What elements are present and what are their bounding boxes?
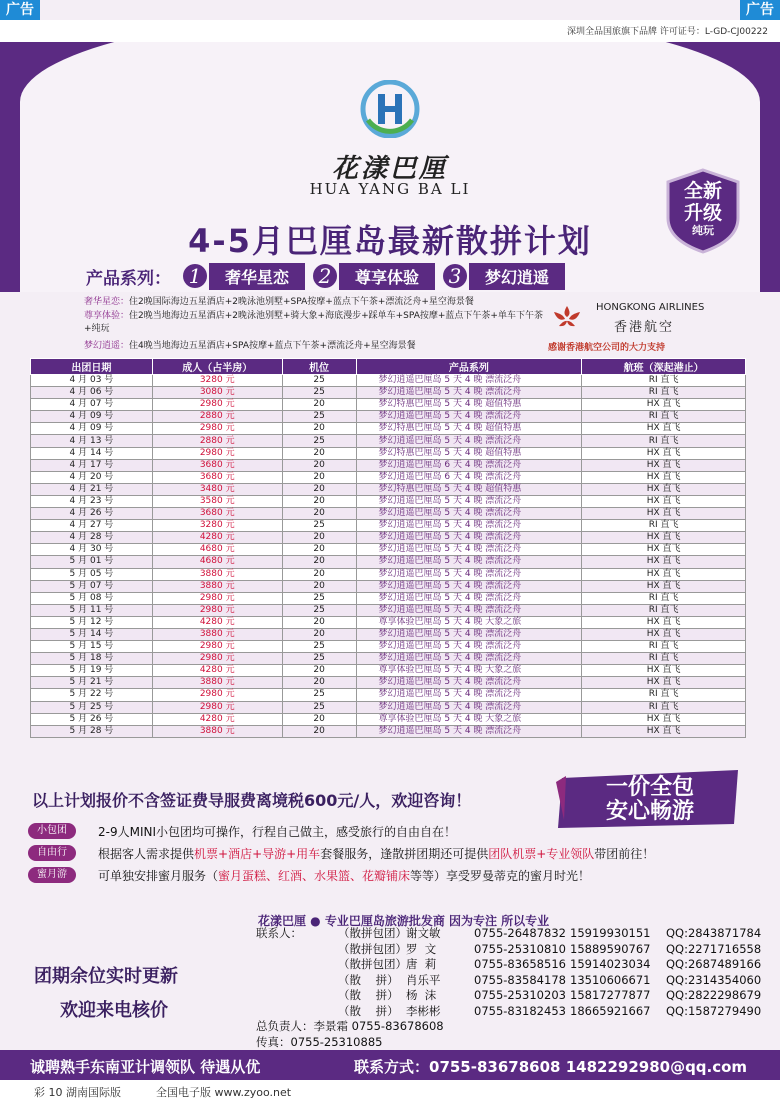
table-cell-date: 5 月 01 号 — [31, 556, 153, 568]
table-cell-flight: RI 直飞 — [582, 375, 746, 387]
table-cell-date: 5 月 19 号 — [31, 665, 153, 677]
table-cell-seats: 25 — [282, 411, 356, 423]
table-cell-prod: 梦幻逍遥巴厘岛 5 天 4 晚 漂流泛舟 — [356, 435, 582, 447]
contact-field: 肖乐平 — [406, 972, 441, 987]
table-row — [31, 713, 746, 725]
table-cell-flight: HX 直飞 — [582, 459, 746, 471]
table-row — [31, 447, 746, 459]
table-cell-prod: 梦幻逍遥巴厘岛 5 天 4 晚 漂流泛舟 — [356, 387, 582, 399]
contact-field — [256, 957, 338, 973]
footer-site: 全国电子版 www.zyoo.net — [156, 1086, 292, 1099]
table-cell-seats: 25 — [282, 653, 356, 665]
table-cell-date: 4 月 28 号 — [31, 532, 153, 544]
table-cell-flight: HX 直飞 — [582, 628, 746, 640]
contact-rows — [256, 926, 761, 1019]
table-cell-prod: 梦幻逍遥巴厘岛 5 天 4 晚 漂流泛舟 — [356, 725, 582, 737]
table-cell-seats: 25 — [282, 641, 356, 653]
contact-summary: 联系方式：0755-83678608 1482292980@qq.com — [354, 1058, 748, 1076]
contact-field: （散拼包团） — [338, 957, 407, 971]
table-cell-prod: 梦幻逍遥巴厘岛 5 天 4 晚 漂流泛舟 — [356, 411, 582, 423]
schedule-body — [31, 375, 746, 738]
table-cell-seats: 25 — [282, 592, 356, 604]
table-cell-flight: HX 直飞 — [582, 447, 746, 459]
table-row — [31, 399, 746, 411]
table-cell-flight: RI 直飞 — [582, 689, 746, 701]
table-row — [31, 483, 746, 495]
table-cell-seats: 20 — [282, 483, 356, 495]
desc-text: 住4晚当地海边五星酒店+SPA按摩+蓝点下午茶+漂流泛舟+星空海景餐 — [129, 341, 416, 351]
table-cell-seats: 20 — [282, 568, 356, 580]
table-cell-date: 4 月 23 号 — [31, 495, 153, 507]
series-number: 1 — [183, 264, 207, 288]
table-row — [31, 520, 746, 532]
contact-field: QQ:2843871784 — [666, 926, 762, 940]
contact-field — [256, 988, 338, 1004]
contact-row — [256, 957, 761, 973]
table-cell-seats: 20 — [282, 713, 356, 725]
series-label: 产品系列： — [86, 268, 171, 289]
table-cell-prod: 梦幻逍遥巴厘岛 5 天 4 晚 漂流泛舟 — [356, 653, 582, 665]
table-cell-date: 5 月 08 号 — [31, 592, 153, 604]
contact-field: 0755-25310203 — [474, 988, 566, 1002]
feature-tag: 自由行 — [28, 845, 76, 861]
feature-text: 根据客人需求提供 — [98, 846, 195, 861]
table-cell-seats: 25 — [282, 689, 356, 701]
table-cell-prod: 梦幻逍遥巴厘岛 5 天 4 晚 漂流泛舟 — [356, 689, 582, 701]
table-cell-price: 4280 元 — [152, 616, 282, 628]
license-text: 深圳全品国旅旗下品牌 许可证号：L-GD-CJ00222 — [566, 27, 768, 37]
recruit-text: 诚聘熟手东南亚计调领队 待遇从优 — [30, 1058, 261, 1076]
table-row — [31, 641, 746, 653]
contact-row — [256, 973, 761, 989]
table-cell-price: 3680 元 — [152, 508, 282, 520]
table-cell-date: 5 月 25 号 — [31, 701, 153, 713]
contact-field: （散 拼） — [338, 972, 399, 987]
badge-line1: 全新 — [683, 180, 722, 202]
table-cell-price: 2980 元 — [152, 641, 282, 653]
table-row — [31, 592, 746, 604]
table-cell-date: 5 月 05 号 — [31, 568, 153, 580]
table-cell-seats: 25 — [282, 604, 356, 616]
contact-field: QQ:2687489166 — [666, 957, 762, 971]
series-number: 3 — [443, 264, 467, 288]
col-header-product: 产品系列 — [356, 359, 582, 375]
feature-highlight: 蜜月蛋糕、红酒、水果篮、花瓣铺床 — [218, 868, 411, 883]
feature-free-travel — [28, 844, 654, 862]
schedule-table — [30, 358, 746, 738]
table-row — [31, 665, 746, 677]
table-cell-prod: 尊享体验巴厘岛 5 天 4 晚 大象之旅 — [356, 713, 582, 725]
table-cell-price: 3880 元 — [152, 725, 282, 737]
contact-field: （散拼包团） — [338, 926, 407, 940]
table-cell-price: 3880 元 — [152, 568, 282, 580]
promo-line1: 一价全包 — [605, 775, 694, 800]
table-cell-seats: 20 — [282, 677, 356, 689]
table-cell-seats: 20 — [282, 665, 356, 677]
table-cell-date: 4 月 21 号 — [31, 483, 153, 495]
ad-label-left: 广告 — [0, 0, 40, 20]
table-cell-price: 2980 元 — [152, 423, 282, 435]
table-cell-seats: 20 — [282, 616, 356, 628]
page-footer — [0, 1080, 780, 1100]
table-cell-flight: HX 直飞 — [582, 495, 746, 507]
table-cell-flight: RI 直飞 — [582, 653, 746, 665]
table-cell-prod: 梦幻逍遥巴厘岛 5 天 4 晚 漂流泛舟 — [356, 677, 582, 689]
table-cell-prod: 梦幻逍遥巴厘岛 5 天 4 晚 漂流泛舟 — [356, 495, 582, 507]
table-cell-date: 4 月 03 号 — [31, 375, 153, 387]
table-cell-prod: 梦幻逍遥巴厘岛 6 天 4 晚 漂流泛舟 — [356, 459, 582, 471]
table-cell-date: 4 月 13 号 — [31, 435, 153, 447]
contact-field: 联系人： — [256, 926, 302, 940]
table-cell-date: 5 月 15 号 — [31, 641, 153, 653]
feature-text: 等等）享受罗曼蒂克的蜜月时光！ — [410, 868, 591, 883]
table-cell-date: 4 月 07 号 — [31, 399, 153, 411]
table-cell-seats: 20 — [282, 459, 356, 471]
table-cell-prod: 梦幻逍遥巴厘岛 5 天 4 晚 漂流泛舟 — [356, 628, 582, 640]
contact-field: 18665921667 — [570, 1003, 651, 1018]
table-cell-flight: RI 直飞 — [582, 411, 746, 423]
table-cell-price: 4280 元 — [152, 713, 282, 725]
table-cell-seats: 20 — [282, 556, 356, 568]
table-cell-prod: 尊享体验巴厘岛 5 天 4 晚 大象之旅 — [356, 616, 582, 628]
feature-text: 可单独安排蜜月服务（ — [98, 868, 219, 883]
table-cell-prod: 梦幻逍遥巴厘岛 5 天 4 晚 漂流泛舟 — [356, 556, 582, 568]
table-cell-seats: 20 — [282, 725, 356, 737]
desc-key: 奢华星恋： — [84, 297, 130, 307]
series-name: 梦幻逍遥 — [469, 263, 565, 290]
table-cell-prod: 梦幻逍遥巴厘岛 5 天 4 晚 漂流泛舟 — [356, 508, 582, 520]
desc-key: 梦幻逍遥： — [84, 341, 130, 351]
brand-name-cn: 花漾巴厘 — [331, 154, 448, 184]
feature-text: 套餐服务，逢散拼团期还可提供 — [320, 846, 489, 861]
contact-manager: 总负责人：李景霜 0755-83678608 — [256, 1019, 444, 1033]
table-row — [31, 568, 746, 580]
table-cell-date: 4 月 26 号 — [31, 508, 153, 520]
table-row — [31, 689, 746, 701]
table-cell-date: 5 月 12 号 — [31, 616, 153, 628]
contact-field: 13510606671 — [570, 972, 651, 987]
table-row — [31, 411, 746, 423]
table-cell-date: 4 月 14 号 — [31, 447, 153, 459]
table-cell-prod: 梦幻逍遥巴厘岛 5 天 4 晚 漂流泛舟 — [356, 375, 582, 387]
feature-highlight: 机票+酒店+导游+用车 — [194, 846, 321, 861]
contact-field: （散 拼） — [338, 1003, 399, 1018]
table-row — [31, 508, 746, 520]
table-cell-prod: 梦幻逍遥巴厘岛 5 天 4 晚 漂流泛舟 — [356, 592, 582, 604]
airline-thanks: 感谢香港航空公司的大力支持 — [548, 343, 666, 353]
table-cell-flight: RI 直飞 — [582, 701, 746, 713]
table-row — [31, 580, 746, 592]
desc-key: 尊享体验： — [84, 311, 130, 321]
ad-label-right: 广告 — [740, 0, 780, 20]
table-cell-seats: 25 — [282, 375, 356, 387]
table-cell-flight: HX 直飞 — [582, 508, 746, 520]
table-cell-flight: HX 直飞 — [582, 532, 746, 544]
desc-text: 住2晚当地海边五星酒店+2晚泳池别墅+骑大象+海底漫步+踩单车+SPA按摩+蓝点下午茶+单车下午茶+纯玩 — [84, 311, 543, 334]
table-cell-price: 2980 元 — [152, 592, 282, 604]
table-cell-price: 3880 元 — [152, 628, 282, 640]
contact-row — [256, 926, 761, 942]
table-cell-date: 4 月 09 号 — [31, 423, 153, 435]
contact-heading: 花漾巴厘 ● 专业巴厘岛旅游批发商 因为专注 所以专业 — [258, 914, 550, 928]
table-cell-seats: 20 — [282, 495, 356, 507]
airline-logo-icon — [548, 304, 586, 330]
table-cell-flight: HX 直飞 — [582, 677, 746, 689]
table-cell-flight: HX 直飞 — [582, 580, 746, 592]
table-cell-price: 2880 元 — [152, 411, 282, 423]
bottom-bar — [0, 1050, 780, 1080]
table-cell-flight: HX 直飞 — [582, 556, 746, 568]
table-cell-seats: 20 — [282, 423, 356, 435]
table-header-row — [31, 359, 746, 375]
table-cell-prod: 梦幻特惠巴厘岛 5 天 4 晚 超值特惠 — [356, 399, 582, 411]
table-cell-price: 4280 元 — [152, 532, 282, 544]
contact-field: （散 拼） — [338, 988, 399, 1002]
table-cell-prod: 梦幻逍遥巴厘岛 5 天 4 晚 漂流泛舟 — [356, 701, 582, 713]
table-row — [31, 701, 746, 713]
contact-fax: 传真：0755-25310885 — [256, 1034, 383, 1049]
table-cell-prod: 梦幻逍遥巴厘岛 5 天 4 晚 漂流泛舟 — [356, 568, 582, 580]
feature-highlight: 团队机票+专业领队 — [488, 846, 595, 861]
promo-text — [556, 776, 744, 824]
contact-list — [256, 926, 761, 1066]
series-name: 奢华星恋 — [209, 263, 305, 290]
table-row — [31, 653, 746, 665]
feature-small-group — [28, 822, 456, 840]
feature-tag: 小包团 — [28, 823, 76, 839]
table-cell-date: 4 月 30 号 — [31, 544, 153, 556]
table-cell-flight: HX 直飞 — [582, 665, 746, 677]
slogan-line: 团期余位实时更新 — [34, 966, 178, 987]
table-cell-prod: 梦幻逍遥巴厘岛 5 天 4 晚 漂流泛舟 — [356, 532, 582, 544]
table-cell-seats: 20 — [282, 447, 356, 459]
table-cell-date: 5 月 18 号 — [31, 653, 153, 665]
contact-field: 15919930151 — [570, 926, 651, 940]
table-row — [31, 677, 746, 689]
table-cell-flight: RI 直飞 — [582, 435, 746, 447]
table-cell-seats: 20 — [282, 532, 356, 544]
table-row — [31, 604, 746, 616]
table-cell-price: 3680 元 — [152, 459, 282, 471]
table-cell-date: 4 月 27 号 — [31, 520, 153, 532]
contact-field — [256, 942, 338, 958]
table-cell-price: 4280 元 — [152, 665, 282, 677]
table-cell-flight: HX 直飞 — [582, 616, 746, 628]
table-row — [31, 471, 746, 483]
table-cell-date: 4 月 09 号 — [31, 411, 153, 423]
series-description — [84, 310, 544, 336]
col-header-flight: 航班（深起港止） — [582, 359, 746, 375]
table-cell-flight: HX 直飞 — [582, 471, 746, 483]
table-cell-seats: 25 — [282, 520, 356, 532]
table-cell-price: 2980 元 — [152, 447, 282, 459]
table-cell-prod: 梦幻逍遥巴厘岛 6 天 4 晚 漂流泛舟 — [356, 471, 582, 483]
table-cell-flight: HX 直飞 — [582, 544, 746, 556]
contact-field: 0755-83658516 — [474, 957, 566, 971]
table-cell-prod: 梦幻特惠巴厘岛 5 天 4 晚 超值特惠 — [356, 447, 582, 459]
table-row — [31, 387, 746, 399]
col-header-price: 成人（占半房） — [152, 359, 282, 375]
contact-field: 0755-26487832 — [474, 926, 566, 940]
contact-field: （散拼包团） — [338, 941, 407, 956]
table-cell-prod: 尊享体验巴厘岛 5 天 4 晚 大象之旅 — [356, 665, 582, 677]
table-cell-date: 4 月 17 号 — [31, 459, 153, 471]
contact-field: QQ:2271716558 — [666, 941, 762, 956]
table-cell-price: 2980 元 — [152, 653, 282, 665]
series-number: 2 — [313, 264, 337, 288]
table-cell-flight: HX 直飞 — [582, 399, 746, 411]
table-cell-date: 5 月 14 号 — [31, 628, 153, 640]
table-cell-price: 2880 元 — [152, 435, 282, 447]
slogan-line: 欢迎来电核价 — [60, 1000, 168, 1021]
contact-field: 杨 沫 — [406, 988, 437, 1002]
table-cell-seats: 25 — [282, 701, 356, 713]
table-cell-date: 4 月 06 号 — [31, 387, 153, 399]
table-cell-flight: RI 直飞 — [582, 520, 746, 532]
contact-field: 0755-83182453 — [474, 1003, 566, 1018]
table-cell-price: 3280 元 — [152, 520, 282, 532]
table-cell-date: 5 月 07 号 — [31, 580, 153, 592]
table-cell-seats: 20 — [282, 399, 356, 411]
contact-row — [256, 1004, 761, 1020]
table-cell-seats: 20 — [282, 471, 356, 483]
contact-row — [256, 942, 761, 958]
table-row — [31, 495, 746, 507]
airline-name-cn: 香港航空 — [614, 320, 675, 335]
series-name: 尊享体验 — [339, 263, 435, 290]
feature-text: 带团前往！ — [594, 846, 655, 861]
table-cell-date: 5 月 26 号 — [31, 713, 153, 725]
table-cell-date: 5 月 21 号 — [31, 677, 153, 689]
contact-row — [256, 988, 761, 1004]
table-cell-seats: 20 — [282, 580, 356, 592]
table-cell-date: 5 月 28 号 — [31, 725, 153, 737]
contact-field: 唐 莉 — [406, 957, 437, 971]
table-cell-price: 3280 元 — [152, 375, 282, 387]
contact-field: 15817277877 — [570, 988, 651, 1002]
table-cell-price: 4680 元 — [152, 556, 282, 568]
table-cell-price: 2980 元 — [152, 701, 282, 713]
table-cell-prod: 梦幻逍遥巴厘岛 5 天 4 晚 漂流泛舟 — [356, 580, 582, 592]
contact-field: 罗 文 — [406, 941, 437, 956]
contact-field — [256, 1004, 338, 1020]
table-row — [31, 616, 746, 628]
contact-field: 15889590767 — [570, 941, 651, 956]
desc-text: 住2晚国际海边五星酒店+2晚泳池别墅+SPA按摩+蓝点下午茶+漂流泛舟+星空海景餐 — [129, 297, 474, 307]
table-cell-prod: 梦幻逍遥巴厘岛 5 天 4 晚 漂流泛舟 — [356, 604, 582, 616]
table-cell-prod: 梦幻特惠巴厘岛 5 天 4 晚 超值特惠 — [356, 483, 582, 495]
page-title: 4-5月巴厘岛最新散拼计划 — [188, 222, 592, 260]
footer-page: 彩 10 湖南国际版 — [34, 1086, 121, 1099]
table-cell-price: 3080 元 — [152, 387, 282, 399]
table-cell-prod: 梦幻逍遥巴厘岛 5 天 4 晚 漂流泛舟 — [356, 520, 582, 532]
table-cell-price: 3680 元 — [152, 471, 282, 483]
airline-name-en: HONGKONG AIRLINES — [596, 302, 705, 313]
table-cell-date: 5 月 11 号 — [31, 604, 153, 616]
table-cell-price: 2980 元 — [152, 689, 282, 701]
table-cell-seats: 25 — [282, 435, 356, 447]
price-notice: 以上计划报价不含签证费导服费离境税600元/人，欢迎咨询！ — [32, 791, 472, 810]
table-cell-flight: HX 直飞 — [582, 423, 746, 435]
table-cell-price: 2980 元 — [152, 604, 282, 616]
feature-honeymoon — [28, 866, 590, 884]
table-row — [31, 556, 746, 568]
table-cell-seats: 20 — [282, 508, 356, 520]
promo-line2: 安心畅游 — [605, 799, 694, 824]
contact-field: QQ:2314354060 — [666, 972, 762, 987]
series-description — [84, 296, 544, 309]
table-cell-date: 5 月 22 号 — [31, 689, 153, 701]
contact-field — [256, 973, 338, 989]
table-row — [31, 375, 746, 387]
col-header-seats: 机位 — [282, 359, 356, 375]
table-row — [31, 423, 746, 435]
contact-field: 李彬彬 — [406, 1003, 441, 1018]
table-cell-prod: 梦幻逍遥巴厘岛 5 天 4 晚 漂流泛舟 — [356, 544, 582, 556]
table-row — [31, 532, 746, 544]
contact-field: 谢文敏 — [406, 926, 441, 940]
product-series — [86, 262, 565, 290]
table-cell-price: 3580 元 — [152, 495, 282, 507]
badge-line3: 纯玩 — [692, 224, 714, 237]
table-cell-price: 4680 元 — [152, 544, 282, 556]
table-cell-flight: RI 直飞 — [582, 592, 746, 604]
table-row — [31, 544, 746, 556]
contact-field: 0755-25310810 — [474, 941, 566, 956]
table-cell-price: 2980 元 — [152, 399, 282, 411]
table-cell-flight: RI 直飞 — [582, 387, 746, 399]
table-cell-flight: HX 直飞 — [582, 713, 746, 725]
feature-text: 2-9人MINI小包团均可操作，行程自己做主，感受旅行的自由自在！ — [98, 824, 457, 839]
table-cell-price: 3480 元 — [152, 483, 282, 495]
table-row — [31, 459, 746, 471]
series-description — [84, 340, 544, 353]
contact-field: 15914023034 — [570, 957, 651, 971]
table-row — [31, 628, 746, 640]
table-cell-price: 3880 元 — [152, 677, 282, 689]
table-cell-date: 4 月 20 号 — [31, 471, 153, 483]
table-cell-flight: HX 直飞 — [582, 483, 746, 495]
table-cell-prod: 梦幻特惠巴厘岛 5 天 4 晚 超值特惠 — [356, 423, 582, 435]
table-cell-prod: 梦幻逍遥巴厘岛 5 天 4 晚 漂流泛舟 — [356, 641, 582, 653]
contact-field: 0755-83584178 — [474, 972, 566, 987]
feature-tag: 蜜月游 — [28, 867, 76, 883]
table-cell-price: 3880 元 — [152, 580, 282, 592]
badge-line2: 升级 — [683, 202, 722, 224]
table-cell-flight: RI 直飞 — [582, 641, 746, 653]
contact-field: QQ:2822298679 — [666, 988, 762, 1002]
table-cell-flight: RI 直飞 — [582, 604, 746, 616]
table-row — [31, 435, 746, 447]
table-cell-seats: 20 — [282, 628, 356, 640]
col-header-date: 出团日期 — [31, 359, 153, 375]
table-cell-seats: 25 — [282, 387, 356, 399]
table-cell-flight: HX 直飞 — [582, 725, 746, 737]
table-row — [31, 725, 746, 737]
contact-field: QQ:1587279490 — [666, 1003, 762, 1018]
table-cell-seats: 20 — [282, 544, 356, 556]
brand-name-en: HUA YANG BA LI — [309, 180, 471, 198]
table-cell-flight: HX 直飞 — [582, 568, 746, 580]
brand-logo-icon — [358, 80, 422, 138]
